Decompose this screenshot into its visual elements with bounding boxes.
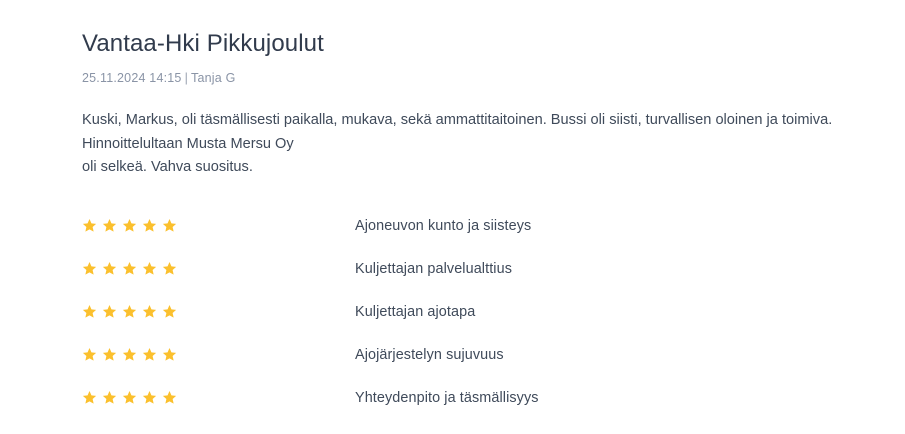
star-icon: [162, 218, 177, 233]
review-body: [82, 109, 842, 180]
rating-label: Kuljettajan ajotapa: [355, 303, 476, 320]
star-icon: [82, 390, 97, 405]
star-rating: [82, 218, 355, 233]
page-title: Vantaa-Hki Pikkujoulut: [82, 30, 324, 57]
rating-label: Kuljettajan palvelualttius: [355, 260, 512, 277]
star-icon: [82, 347, 97, 362]
star-rating: [82, 261, 355, 276]
star-icon: [122, 261, 137, 276]
rating-row: [82, 376, 845, 419]
star-icon: [102, 390, 117, 405]
review-body-line-1: Kuski, Markus, oli täsmällisesti paikalla, mukava, sekä ammattitaitoinen. Bussi oli siisti, turvallisen oloinen ja: [82, 112, 778, 129]
rating-list: [82, 204, 845, 419]
star-icon: [142, 347, 157, 362]
star-icon: [162, 347, 177, 362]
star-icon: [142, 304, 157, 319]
star-icon: [142, 218, 157, 233]
rating-label: Ajoneuvon kunto ja siisteys: [355, 217, 532, 234]
rating-row: [82, 204, 845, 247]
star-icon: [122, 218, 137, 233]
star-icon: [122, 304, 137, 319]
rating-label: Ajojärjestelyn sujuvuus: [355, 346, 504, 363]
rating-row: [82, 290, 845, 333]
star-icon: [82, 261, 97, 276]
star-icon: [102, 261, 117, 276]
star-icon: [102, 304, 117, 319]
review-date: 25.11.2024 14:15: [82, 71, 182, 86]
star-icon: [102, 218, 117, 233]
review-author: Tanja G: [191, 71, 236, 86]
review-body-line-3: oli selkeä. Vahva suositus.: [82, 159, 253, 176]
rating-label: Yhteydenpito ja täsmällisyys: [355, 389, 539, 406]
star-icon: [142, 390, 157, 405]
star-icon: [102, 347, 117, 362]
star-icon: [122, 390, 137, 405]
star-icon: [142, 261, 157, 276]
review-meta: [82, 71, 845, 85]
star-icon: [162, 304, 177, 319]
star-icon: [122, 347, 137, 362]
review-body-line-2: toimiva. Hinnoittelultaan Musta Mersu Oy: [82, 112, 833, 152]
star-icon: [82, 304, 97, 319]
star-icon: [82, 218, 97, 233]
rating-row: [82, 333, 845, 376]
meta-separator: |: [184, 71, 189, 86]
rating-row: [82, 247, 845, 290]
star-rating: [82, 347, 355, 362]
star-icon: [162, 390, 177, 405]
star-rating: [82, 390, 355, 405]
star-rating: [82, 304, 355, 319]
star-icon: [162, 261, 177, 276]
